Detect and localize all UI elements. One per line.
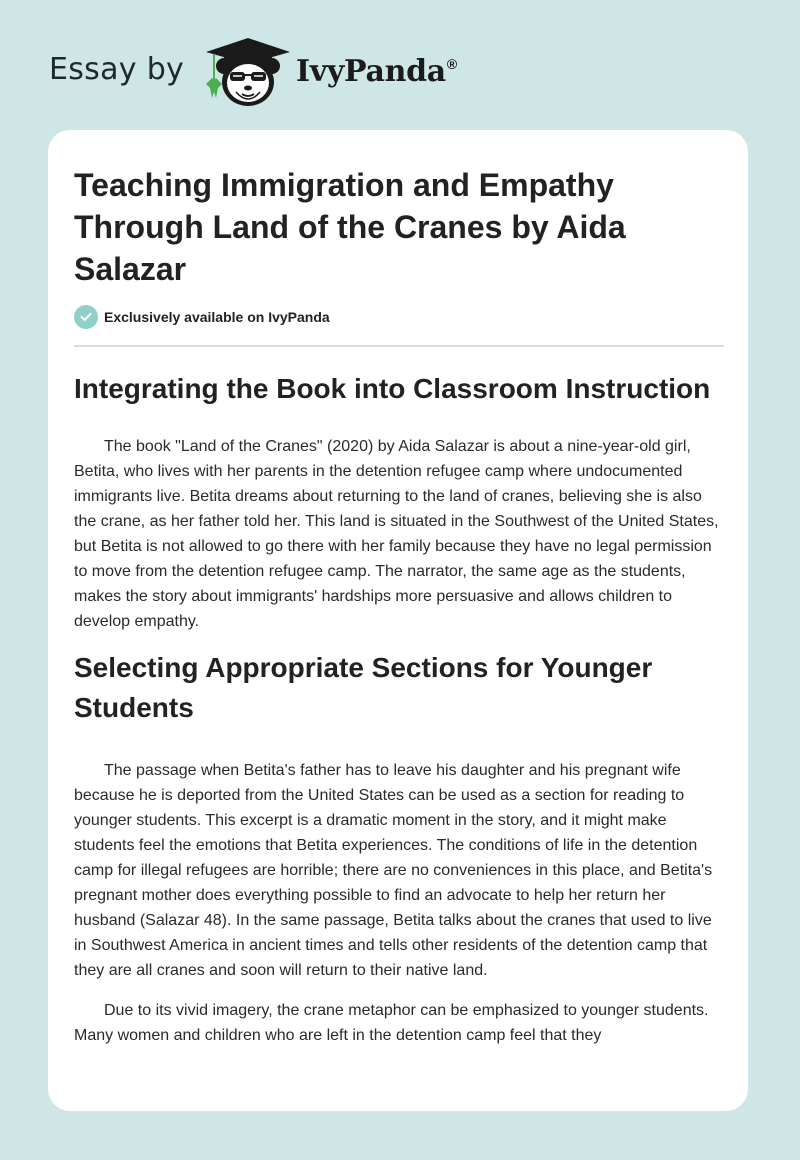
registered-mark: ® [446,56,457,72]
section-heading: Integrating the Book into Classroom Instruction [74,373,711,404]
essay-title: Teaching Immigration and Empathy Through Land of the Cranes by Aida Salazar [74,167,626,287]
paragraph: The book "Land of the Cranes" (2020) by Aida Salazar is about a nine-year-old girl, Betita, who lives with her parents in the detention refugee camp where undocumented immigrants live. Betita dreams about returning to the land of cranes, believing she is also the crane, as her father told her. This land is situated in the Southwest of the United States, but Betita is not allowed to go there with her family because they have no legal permission to move from the detention refugee camp. The narrator, the same age as the students, makes the story about immigrants' hardships more persuasive and allows children to develop empathy. [74,438,719,630]
exclusive-badge [74,304,724,330]
paragraph: Due to its vivid imagery, the crane metaphor can be emphasized to younger students. Many women and children who are left in the detention camp feel that they [74,1002,709,1044]
section-heading: Selecting Appropriate Sections for Younger Students [74,652,653,723]
paragraph: The passage when Betita's father has to leave his daughter and his pregnant wife because he is deported from the United States can be used as a section for reading to younger students. This excerpt is a dramatic moment in the story, and it might make students feel the emotions that Betita experiences. The conditions of life in the detention camp for illegal refugees are horrible; there are no conveniences in this place, and Betita's pregnant mother does everything possible to find an advocate to help her return her husband (Salazar 48). In the same passage, Betita talks about the cranes that used to live in Southwest America in ancient times and tells other residents of the detention camp that they are all cranes and soon will return to their native land. [74,762,713,979]
essay-card [48,130,748,1111]
title-divider [74,345,724,347]
essay-content [74,130,724,1048]
essay-by-label: Essay by [49,52,185,87]
site-header [0,0,800,130]
check-circle-icon [74,305,98,329]
ivypanda-logo-icon[interactable] [202,36,294,108]
brand-name[interactable]: IvyPanda® [296,54,457,89]
exclusive-badge-label: Exclusively available on IvyPanda [104,309,330,325]
